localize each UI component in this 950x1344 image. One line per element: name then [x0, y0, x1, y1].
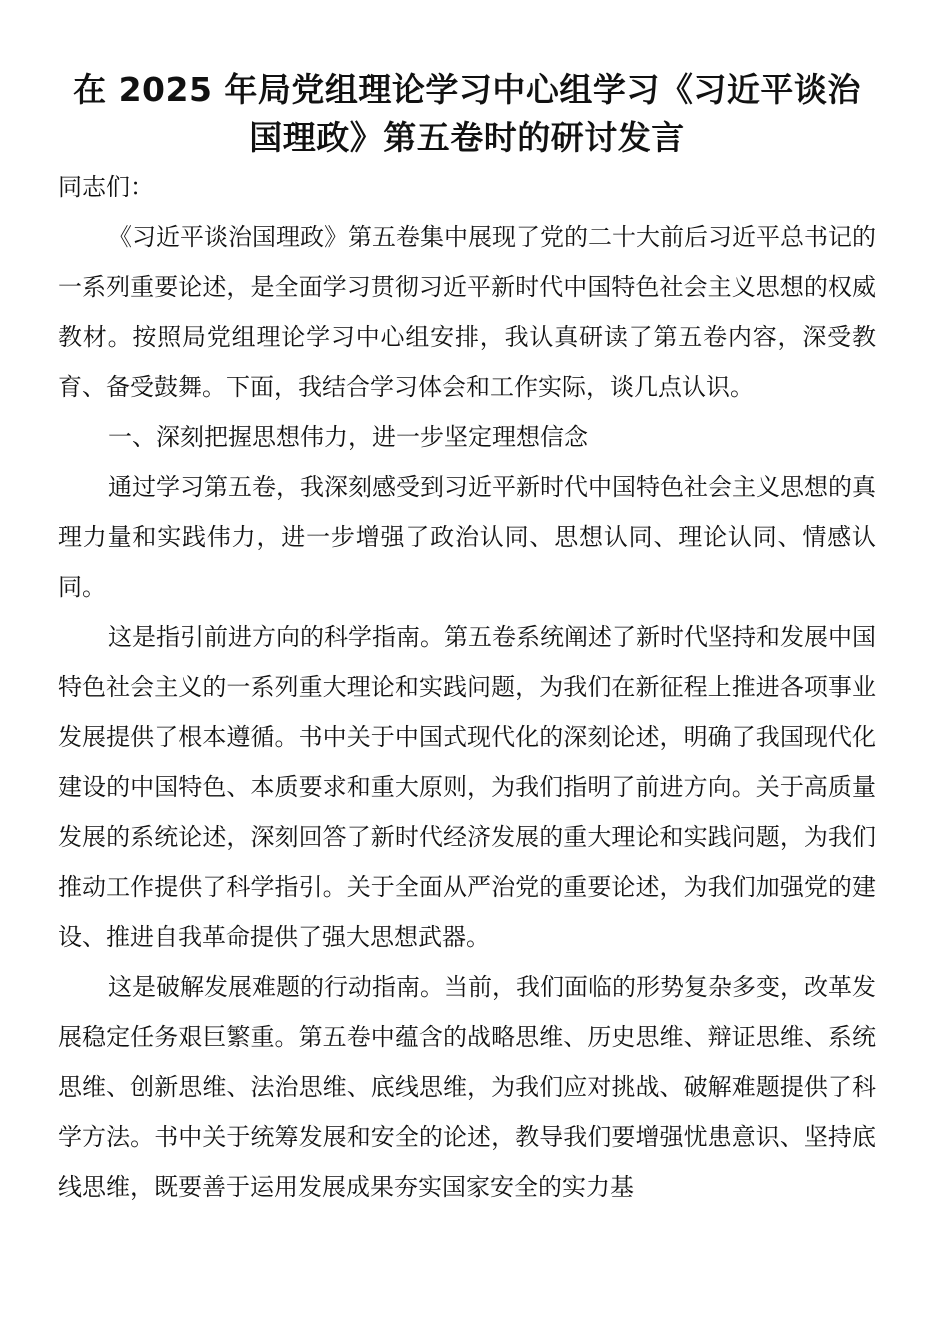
- document-page: [58, 66, 876, 1212]
- paragraph-guidance: 这是指引前进方向的科学指南。第五卷系统阐述了新时代坚持和发展中国特色社会主义的一系列重大理论和实践问题，为我们在新征程上推进各项事业发展提供了根本遵循。书中关于中国式现代化的深刻论述，明确了我国现代化建设的中国特色、本质要求和重大原则，为我们指明了前进方向。关于高质量发展的系统论述，深刻回答了新时代经济发展的重大理论和实践问题，为我们推动工作提供了科学指引。关于全面从严治党的重要论述，为我们加强党的建设、推进自我革命提供了强大思想武器。: [58, 623, 876, 951]
- paragraph-section-1-lead: 通过学习第五卷，我深刻感受到习近平新时代中国特色社会主义思想的真理力量和实践伟力，进一步增强了政治认同、思想认同、理论认同、情感认同。: [58, 473, 876, 601]
- paragraph-intro: 《习近平谈治国理政》第五卷集中展现了党的二十大前后习近平总书记的一系列重要论述，是全面学习贯彻习近平新时代中国特色社会主义思想的权威教材。按照局党组理论学习中心组安排，我认真研读了第五卷内容，深受教育、备受鼓舞。下面，我结合学习体会和工作实际，谈几点认识。: [58, 223, 876, 401]
- document-title: 在 2025 年局党组理论学习中心组学习《习近平谈治国理政》第五卷时的研讨发言: [73, 70, 861, 157]
- salutation: 同志们：: [58, 173, 154, 201]
- paragraph-action-guide: 这是破解发展难题的行动指南。当前，我们面临的形势复杂多变，改革发展稳定任务艰巨繁重。第五卷中蕴含的战略思维、历史思维、辩证思维、系统思维、创新思维、法治思维、底线思维，为我们应对挑战、破解难题提供了科学方法。书中关于统筹发展和安全的论述，教导我们要增强忧患意识、坚持底线思维，既要善于运用发展成果夯实国家安全的实力基: [58, 973, 876, 1201]
- section-heading-1: 一、深刻把握思想伟力，进一步坚定理想信念: [108, 423, 588, 451]
